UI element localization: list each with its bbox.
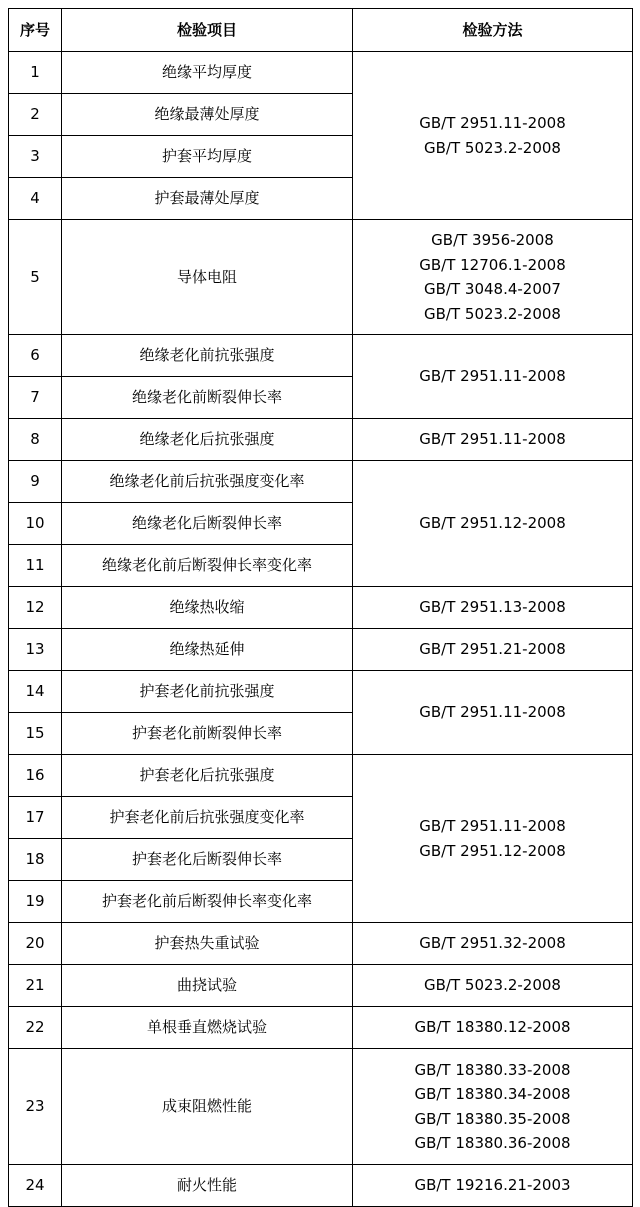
row-method: GB/T 2951.12-2008	[353, 461, 633, 587]
row-item: 成束阻燃性能	[62, 1049, 353, 1165]
header-item: 检验项目	[62, 9, 353, 52]
row-item: 绝缘热延伸	[62, 629, 353, 671]
table-row	[9, 461, 633, 503]
row-item: 单根垂直燃烧试验	[62, 1007, 353, 1049]
row-item: 绝缘老化前后断裂伸长率变化率	[62, 545, 353, 587]
row-method: GB/T 5023.2-2008	[353, 965, 633, 1007]
header-no: 序号	[9, 9, 62, 52]
table-row	[9, 1007, 633, 1049]
row-item: 护套平均厚度	[62, 136, 353, 178]
table-row	[9, 1049, 633, 1165]
row-item: 护套老化后抗张强度	[62, 755, 353, 797]
row-no: 17	[9, 797, 62, 839]
row-item: 绝缘最薄处厚度	[62, 94, 353, 136]
row-method: GB/T 2951.11-2008 GB/T 2951.12-2008	[353, 755, 633, 923]
row-no: 15	[9, 713, 62, 755]
inspection-table	[8, 8, 633, 1207]
row-no: 10	[9, 503, 62, 545]
row-no: 14	[9, 671, 62, 713]
row-item: 绝缘平均厚度	[62, 52, 353, 94]
row-method: GB/T 2951.13-2008	[353, 587, 633, 629]
table-row	[9, 335, 633, 377]
header-method: 检验方法	[353, 9, 633, 52]
row-no: 6	[9, 335, 62, 377]
table-row	[9, 755, 633, 797]
row-item: 绝缘老化前后抗张强度变化率	[62, 461, 353, 503]
row-item: 绝缘热收缩	[62, 587, 353, 629]
row-no: 8	[9, 419, 62, 461]
row-item: 绝缘老化前断裂伸长率	[62, 377, 353, 419]
row-no: 21	[9, 965, 62, 1007]
row-no: 9	[9, 461, 62, 503]
row-no: 19	[9, 881, 62, 923]
table-row	[9, 52, 633, 94]
row-item: 耐火性能	[62, 1165, 353, 1207]
table-row	[9, 629, 633, 671]
row-no: 11	[9, 545, 62, 587]
row-no: 7	[9, 377, 62, 419]
table-row	[9, 220, 633, 335]
table-row	[9, 923, 633, 965]
row-item: 绝缘老化后断裂伸长率	[62, 503, 353, 545]
row-item: 导体电阻	[62, 220, 353, 335]
row-method: GB/T 2951.11-2008	[353, 419, 633, 461]
row-no: 16	[9, 755, 62, 797]
header-row	[9, 9, 633, 52]
table-row	[9, 587, 633, 629]
table-row	[9, 965, 633, 1007]
row-method: GB/T 2951.32-2008	[353, 923, 633, 965]
row-no: 2	[9, 94, 62, 136]
row-method: GB/T 2951.21-2008	[353, 629, 633, 671]
row-item: 绝缘老化前抗张强度	[62, 335, 353, 377]
row-item: 曲挠试验	[62, 965, 353, 1007]
row-method: GB/T 2951.11-2008 GB/T 5023.2-2008	[353, 52, 633, 220]
row-item: 绝缘老化后抗张强度	[62, 419, 353, 461]
row-item: 护套老化前抗张强度	[62, 671, 353, 713]
row-no: 13	[9, 629, 62, 671]
row-method: GB/T 19216.21-2003	[353, 1165, 633, 1207]
row-no: 22	[9, 1007, 62, 1049]
row-no: 3	[9, 136, 62, 178]
row-method: GB/T 2951.11-2008	[353, 671, 633, 755]
row-no: 4	[9, 178, 62, 220]
row-item: 护套老化前后断裂伸长率变化率	[62, 881, 353, 923]
row-method: GB/T 3956-2008 GB/T 12706.1-2008 GB/T 3048.4-2007 GB/T 5023.2-2008	[353, 220, 633, 335]
row-method: GB/T 18380.33-2008 GB/T 18380.34-2008 GB/T 18380.35-2008 GB/T 18380.36-2008	[353, 1049, 633, 1165]
row-item: 护套老化前后抗张强度变化率	[62, 797, 353, 839]
row-method: GB/T 2951.11-2008	[353, 335, 633, 419]
table-row	[9, 1165, 633, 1207]
row-no: 1	[9, 52, 62, 94]
row-no: 23	[9, 1049, 62, 1165]
row-no: 24	[9, 1165, 62, 1207]
row-item: 护套老化前断裂伸长率	[62, 713, 353, 755]
row-item: 护套最薄处厚度	[62, 178, 353, 220]
table-row	[9, 419, 633, 461]
row-no: 20	[9, 923, 62, 965]
row-no: 12	[9, 587, 62, 629]
table-row	[9, 671, 633, 713]
row-method: GB/T 18380.12-2008	[353, 1007, 633, 1049]
row-item: 护套老化后断裂伸长率	[62, 839, 353, 881]
row-no: 18	[9, 839, 62, 881]
row-no: 5	[9, 220, 62, 335]
row-item: 护套热失重试验	[62, 923, 353, 965]
